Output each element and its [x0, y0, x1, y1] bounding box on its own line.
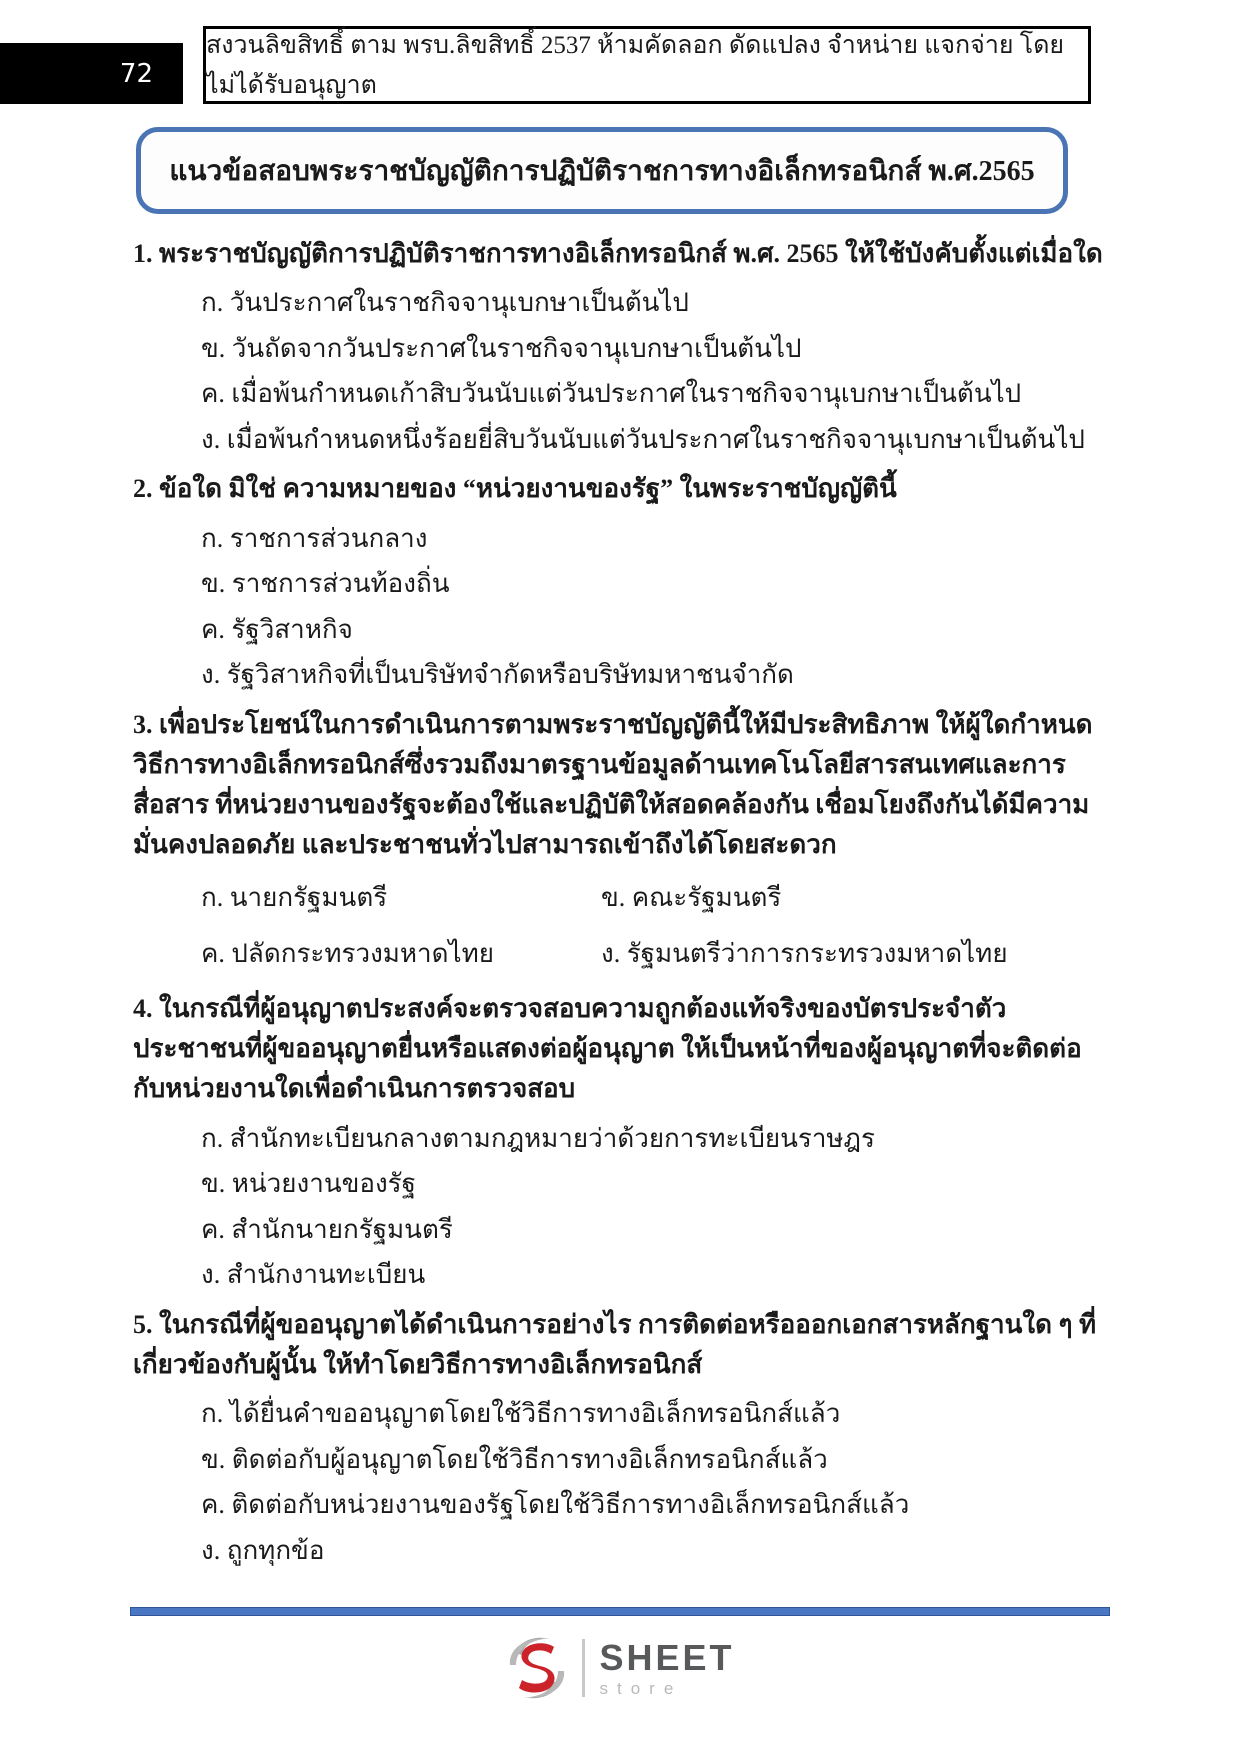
question-3-choices — [133, 870, 1113, 983]
question-4-choice-3: ค. สำนักนายกรัฐมนตรี — [201, 1214, 453, 1244]
question-5-choices — [133, 1398, 1113, 1567]
page-number — [0, 43, 183, 104]
logo-divider — [582, 1639, 585, 1697]
question-1-choice-4: ง. เมื่อพ้นกำหนดหนึ่งร้อยยี่สิบวันนับแต่วันประกาศในราชกิจจานุเบกษาเป็นต้นไป — [201, 424, 1085, 454]
question-5-choice-2: ข. ติดต่อกับผู้อนุญาตโดยใช้วิธีการทางอิเล็กทรอนิกส์แล้ว — [201, 1444, 828, 1474]
question-3-choice-2: ข. คณะรัฐมนตรี — [601, 882, 782, 912]
question-5-choice-3: ค. ติดต่อกับหน่วยงานของรัฐโดยใช้วิธีการทางอิเล็กทรอนิกส์แล้ว — [201, 1490, 910, 1520]
question-1-choice-2: ข. วันถัดจากวันประกาศในราชกิจจานุเบกษาเป็นต้นไป — [201, 333, 802, 363]
question-4 — [133, 989, 1113, 1292]
question-3-choice-3: ค. ปลัดกระทรวงมหาดไทย — [201, 939, 494, 969]
question-3-text: 3. เพื่อประโยชน์ในการดำเนินการตามพระราชบัญญัตินี้ให้มีประสิทธิภาพ ให้ผู้ใดกำหนดวิธีการทางอิเล็กทรอนิกส์ซึ่งรวมถึงมาตรฐานข้อมูลด้านเทคโนโลยีสารสนเทศและการสื่อสาร ที่หน่วยงานของรัฐจะต้องใช้และปฏิบัติให้สอดคล้องกัน เชื่อมโยงถึงกันได้มีความมั่นคงปลอดภัย และประชาชนทั่วไปสามารถเข้าถึงได้โดยสะดวก — [133, 709, 1093, 860]
copyright-notice — [203, 26, 1091, 104]
question-4-choice-4: ง. สำนักงานทะเบียน — [201, 1260, 426, 1290]
question-4-choices — [133, 1123, 1113, 1292]
question-2-choices — [133, 523, 1113, 692]
logo-brand-text: SHEET — [599, 1636, 735, 1678]
question-2-choice-2: ข. ราชการส่วนท้องถิ่น — [201, 569, 450, 599]
question-1-text: 1. พระราชบัญญัติการปฏิบัติราชการทางอิเล็กทรอนิกส์ พ.ศ. 2565 ให้ใช้บังคับตั้งแต่เมื่อใด — [133, 239, 1103, 268]
question-5 — [133, 1305, 1113, 1568]
page-number-value: 72 — [119, 58, 153, 89]
footer-divider — [130, 1607, 1110, 1616]
question-2 — [133, 469, 1113, 691]
question-5-text: 5. ในกรณีที่ผู้ขออนุญาตได้ดำเนินการอย่างไร การติดต่อหรือออกเอกสารหลักฐานใด ๆ ที่เกี่ยวข้องกับผู้นั้น ให้ทำโดยวิธีการทางอิเล็กทรอนิกส์ — [133, 1309, 1097, 1379]
question-3-choice-4: ง. รัฐมนตรีว่าการกระทรวงมหาดไทย — [601, 939, 1008, 969]
document-title: แนวข้อสอบพระราชบัญญัติการปฏิบัติราชการทางอิเล็กทรอนิกส์ พ.ศ.2565 — [169, 155, 1035, 187]
question-4-choice-1: ก. สำนักทะเบียนกลางตามกฎหมายว่าด้วยการทะเบียนราษฎร — [201, 1123, 875, 1153]
sheet-store-logo — [0, 1628, 1241, 1708]
question-2-choice-3: ค. รัฐวิสาหกิจ — [201, 614, 353, 644]
question-2-choice-1: ก. ราชการส่วนกลาง — [201, 523, 428, 553]
document-title-box — [136, 127, 1068, 214]
sheet-store-s-icon — [506, 1635, 568, 1701]
question-4-choice-2: ข. หน่วยงานของรัฐ — [201, 1169, 416, 1199]
question-1-choice-3: ค. เมื่อพ้นกำหนดเก้าสิบวันนับแต่วันประกาศในราชกิจจานุเบกษาเป็นต้นไป — [201, 379, 1022, 409]
question-5-choice-4: ง. ถูกทุกข้อ — [201, 1535, 325, 1565]
question-1 — [133, 234, 1113, 456]
question-2-choice-4: ง. รัฐวิสาหกิจที่เป็นบริษัทจำกัดหรือบริษัทมหาชนจำกัด — [201, 660, 794, 690]
question-2-text: 2. ข้อใด มิใช่ ความหมายของ “หน่วยงานของรัฐ” ในพระราชบัญญัตินี้ — [133, 474, 897, 504]
logo-sub-text: store — [599, 1678, 683, 1698]
question-1-choice-1: ก. วันประกาศในราชกิจจานุเบกษาเป็นต้นไป — [201, 288, 689, 318]
question-3-choice-1: ก. นายกรัฐมนตรี — [201, 882, 388, 912]
question-4-text: 4. ในกรณีที่ผู้อนุญาตประสงค์จะตรวจสอบความถูกต้องแท้จริงของบัตรประจำตัวประชาชนที่ผู้ขออนุญาตยื่นหรือแสดงต่อผู้อนุญาต ให้เป็นหน้าที่ของผู้อนุญาตที่จะติดต่อกับหน่วยงานใดเพื่อดำเนินการตรวจสอบ — [133, 993, 1082, 1104]
question-list — [133, 234, 1113, 1580]
question-5-choice-1: ก. ได้ยื่นคำขออนุญาตโดยใช้วิธีการทางอิเล็กทรอนิกส์แล้ว — [201, 1399, 841, 1429]
question-3 — [133, 705, 1113, 983]
copyright-text: สงวนลิขสิทธิ์ ตาม พรบ.ลิขสิทธิ์ 2537 ห้ามคัดลอก ดัดแปลง จำหน่าย แจกจ่าย โดยไม่ได้รับอนุญาต — [206, 32, 1065, 99]
question-1-choices — [133, 287, 1113, 456]
